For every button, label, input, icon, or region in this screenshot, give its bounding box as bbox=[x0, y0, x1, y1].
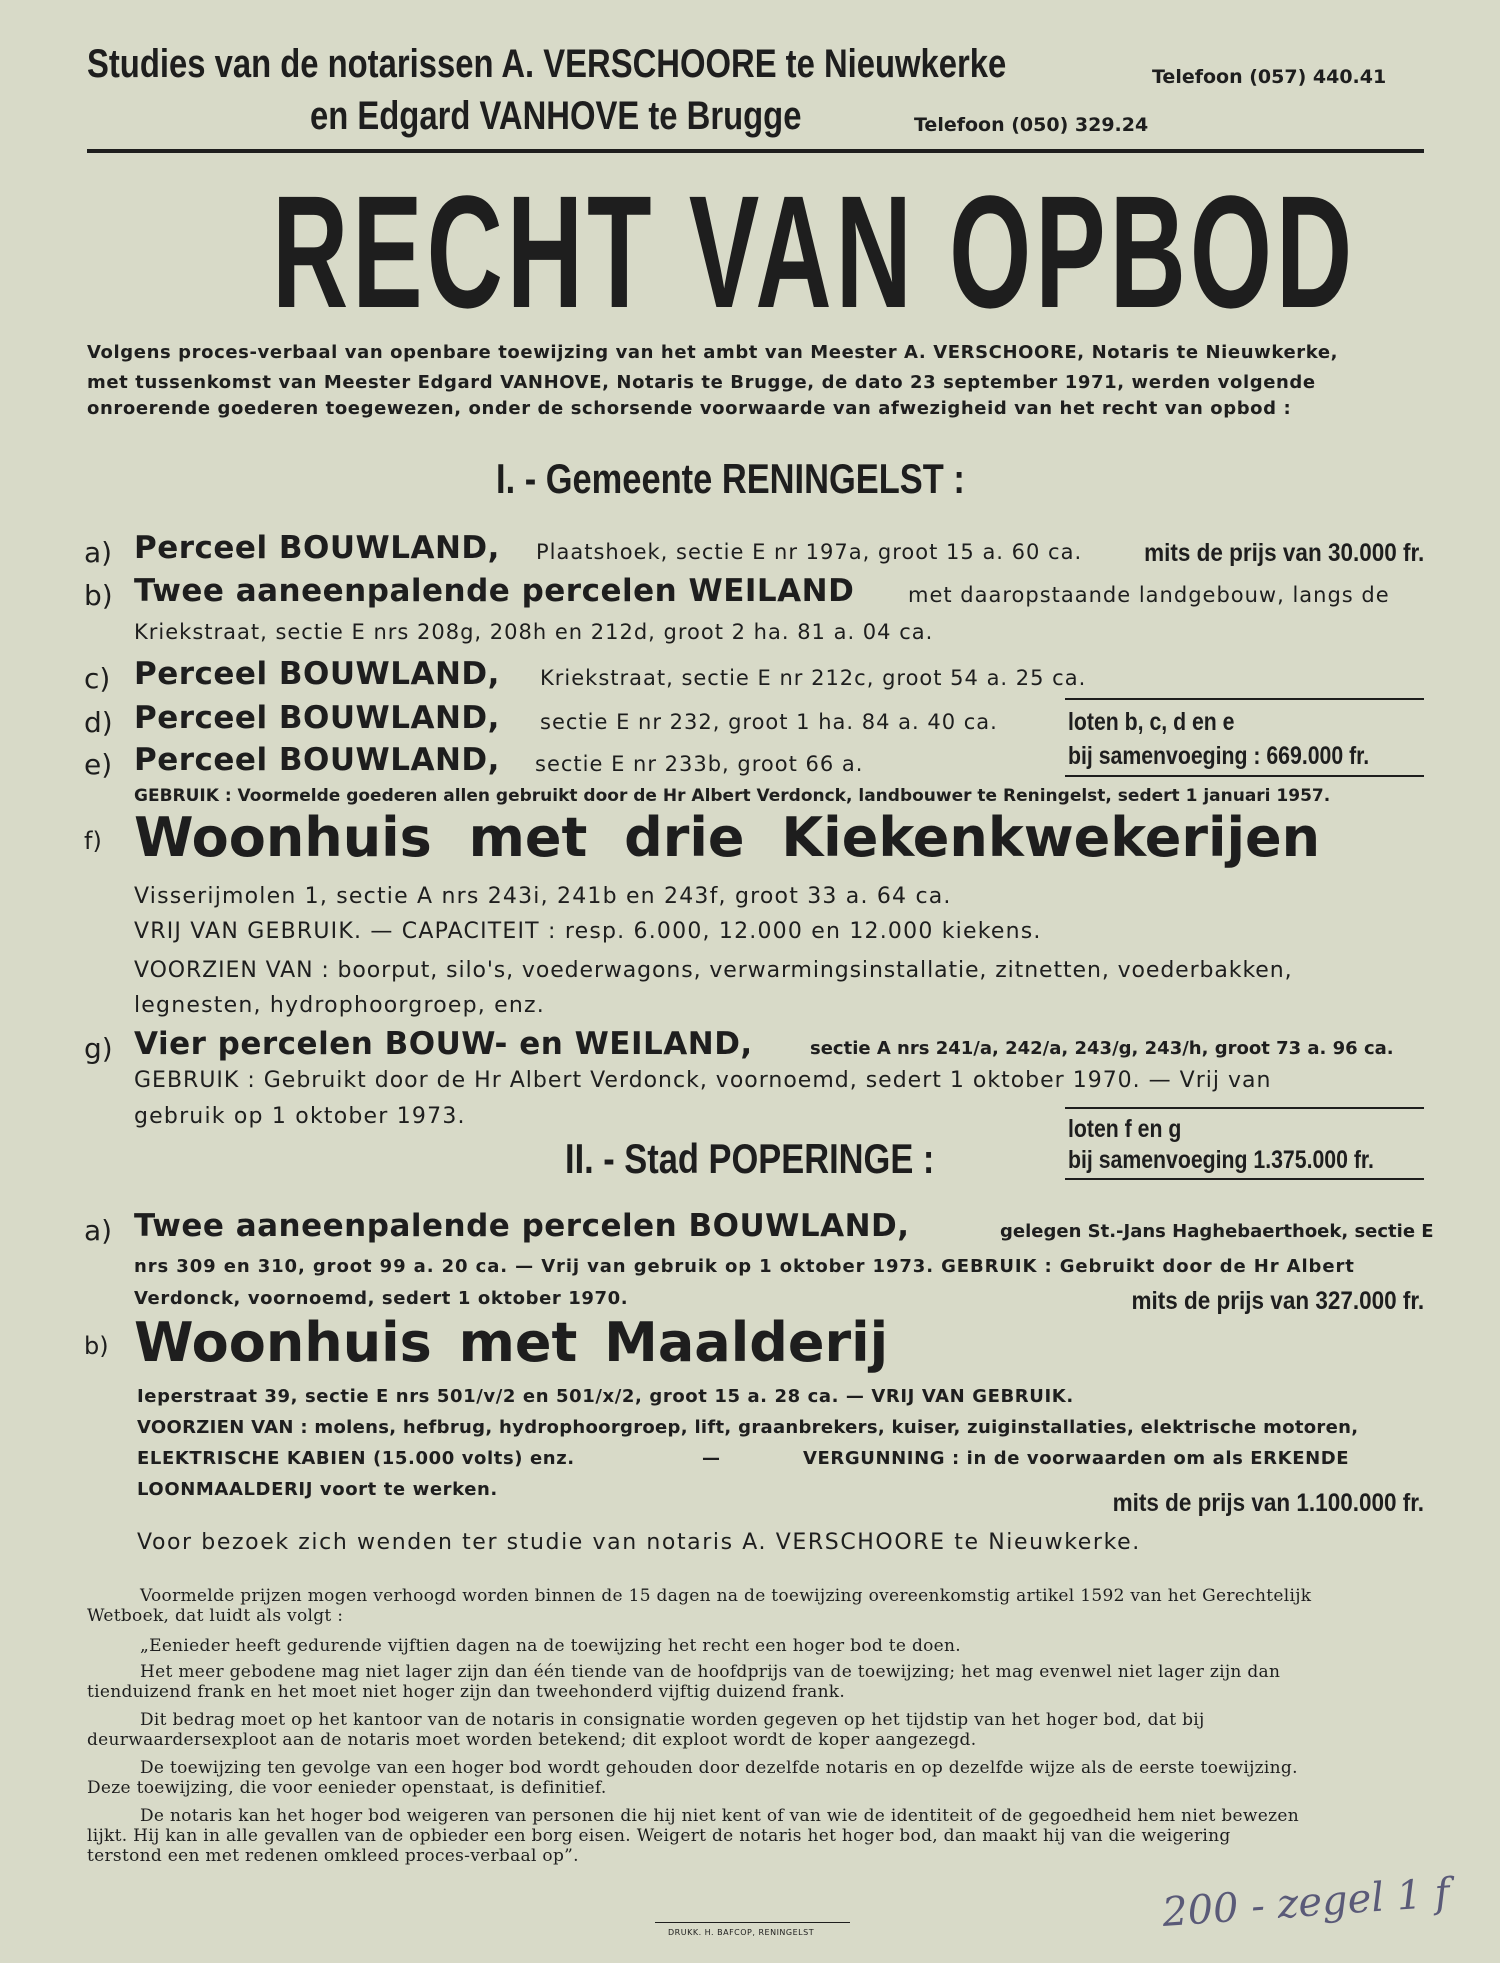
item-label-d: d) bbox=[84, 706, 113, 739]
legal-line-11: lijkt. Hij kan in alle gevallen van de opbieder een borg eisen. Weigert de notaris het hoger bod, dan maakt hij van die weigering bbox=[87, 1826, 1231, 1846]
item-a-title: Perceel BOUWLAND, bbox=[134, 530, 500, 566]
legal-line-5: tienduizend frank en het moet niet hoger zijn dan tweehonderd vijftig duizend frank. bbox=[87, 1682, 846, 1702]
item-d-title: Perceel BOUWLAND, bbox=[134, 700, 500, 736]
item-label-g: g) bbox=[84, 1032, 113, 1065]
section-2-heading: II. - Stad POPERINGE : bbox=[565, 1135, 935, 1182]
item-label-a: a) bbox=[84, 536, 113, 569]
legal-line-7: deurwaardersexploot aan de notaris moet worden betekend; dit exploot wordt de koper aangezegd. bbox=[87, 1730, 977, 1750]
header-phone-2: Telefoon (050) 329.24 bbox=[914, 114, 1149, 136]
usage-note-1: GEBRUIK : Voormelde goederen allen gebruikt door de Hr Albert Verdonck, landbouwer te Reningelst, sedert 1 januari 1957. bbox=[134, 786, 1331, 806]
printer-rule bbox=[655, 1922, 850, 1923]
lots-bcde-label: loten b, c, d en e bbox=[1068, 708, 1235, 736]
item-label-b: b) bbox=[84, 579, 113, 612]
lots-fg-price: bij samenvoeging 1.375.000 fr. bbox=[1068, 1146, 1374, 1174]
item-g-line-3: gebruik op 1 oktober 1973. bbox=[134, 1104, 466, 1129]
item-a-detail: Plaatshoek, sectie E nr 197a, groot 15 a. 60 ca. bbox=[536, 540, 1083, 564]
section-1-heading: I. - Gemeente RENINGELST : bbox=[496, 455, 965, 502]
item-label-f: f) bbox=[84, 827, 102, 855]
lots-fg-label: loten f en g bbox=[1068, 1115, 1182, 1143]
item-e-title: Perceel BOUWLAND, bbox=[134, 742, 500, 778]
header-line-2: en Edgard VANHOVE te Brugge bbox=[310, 94, 802, 138]
item-f-line-2: VRIJ VAN GEBRUIK. — CAPACITEIT : resp. 6.000, 12.000 en 12.000 kiekens. bbox=[134, 919, 1042, 944]
item-e-detail: sectie E nr 233b, groot 66 a. bbox=[535, 752, 864, 776]
item-2b-line-3b: VERGUNNING : in de voorwaarden om als ERKENDE bbox=[803, 1448, 1350, 1469]
lots-bcde-rule-top bbox=[1065, 698, 1424, 700]
intro-line-1: Volgens proces-verbaal van openbare toewijzing van het ambt van Meester A. VERSCHOORE, Notaris te Nieuwkerke, bbox=[87, 342, 1339, 363]
lots-bcde-price: bij samenvoeging : 669.000 fr. bbox=[1068, 742, 1370, 770]
legal-line-4: Het meer gebodene mag niet lager zijn dan één tiende van de hoofdprijs van de toewijzing; het mag evenwel niet lager zijn dan bbox=[140, 1662, 1281, 1682]
item-label-e: e) bbox=[84, 748, 113, 781]
visit-note: Voor bezoek zich wenden ter studie van notaris A. VERSCHOORE te Nieuwkerke. bbox=[137, 1530, 1141, 1555]
intro-line-3: onroerende goederen toegewezen, onder de schorsende voorwaarde van afwezigheid van het recht van opbod : bbox=[87, 398, 1292, 419]
legal-line-9: Deze toewijzing, die voor eenieder openstaat, is definitief. bbox=[87, 1778, 607, 1798]
item-2b-line-1: Ieperstraat 39, sectie E nrs 501/v/2 en 501/x/2, groot 15 a. 28 ca. — VRIJ VAN GEBRUIK. bbox=[137, 1386, 1074, 1407]
item-2b-price: mits de prijs van 1.100.000 fr. bbox=[1112, 1489, 1424, 1517]
item-g-detail: sectie A nrs 241/a, 242/a, 243/g, 243/h, groot 73 a. 96 ca. bbox=[810, 1038, 1394, 1059]
item-c-title: Perceel BOUWLAND, bbox=[134, 656, 500, 692]
item-f-line-3: VOORZIEN VAN : boorput, silo's, voederwagons, verwarmingsinstallatie, zitnetten, voederbakken, bbox=[134, 958, 1293, 983]
legal-line-6: Dit bedrag moet op het kantoor van de notaris in consignatie worden gegeven op het tijdstip van het hoger bod, dat bij bbox=[140, 1710, 1205, 1730]
handwritten-note: 200 - zegel 1 f bbox=[1160, 1870, 1452, 1936]
page-title: RECHT VAN OPBOD bbox=[272, 162, 1357, 341]
legal-line-10: De notaris kan het hoger bod weigeren van personen die hij niet kent of van wie de identiteit of de gegoedheid hem niet bewezen bbox=[140, 1806, 1299, 1826]
item-a-price: mits de prijs van 30.000 fr. bbox=[1143, 539, 1424, 567]
intro-line-2: met tussenkomst van Meester Edgard VANHOVE, Notaris te Brugge, de dato 23 september 1971, werden volgende bbox=[87, 372, 1316, 393]
item-2b-line-3-dash: — bbox=[702, 1448, 721, 1469]
legal-line-12: terstond een met redenen omkleed proces-verbaal op”. bbox=[87, 1846, 579, 1866]
item-b-detail-2: Kriekstraat, sectie E nrs 208g, 208h en 212d, groot 2 ha. 81 a. 04 ca. bbox=[134, 620, 934, 644]
item-g-title: Vier percelen BOUW- en WEILAND, bbox=[134, 1026, 753, 1062]
header-line-1: Studies van de notarissen A. VERSCHOORE te Nieuwkerke bbox=[87, 42, 1007, 86]
item-2a-line-3: Verdonck, voornoemd, sedert 1 oktober 1970. bbox=[134, 1288, 629, 1309]
item-label-c: c) bbox=[84, 662, 111, 695]
item-b-title: Twee aaneenpalende percelen WEILAND bbox=[134, 573, 855, 609]
item-2b-line-2: VOORZIEN VAN : molens, hefbrug, hydrophoorgroep, lift, graanbrekers, kuiser, zuiginstallaties, elektrische motoren, bbox=[137, 1417, 1359, 1438]
item-g-line-2: GEBRUIK : Gebruikt door de Hr Albert Verdonck, voornoemd, sedert 1 oktober 1970. — Vrij van bbox=[134, 1068, 1272, 1093]
item-f-title: Woonhuis met drie Kiekenkwekerijen bbox=[134, 806, 1321, 869]
item-c-detail: Kriekstraat, sectie E nr 212c, groot 54 a. 25 ca. bbox=[540, 666, 1087, 690]
item-2a-title: Twee aaneenpalende percelen BOUWLAND, bbox=[134, 1208, 910, 1244]
item-2a-detail: gelegen St.-Jans Haghebaerthoek, sectie E bbox=[1000, 1221, 1434, 1242]
item-2b-line-4: LOONMAALDERIJ voort te werken. bbox=[137, 1479, 498, 1500]
item-label-2b: b) bbox=[84, 1332, 109, 1360]
legal-line-8: De toewijzing ten gevolge van een hoger bod wordt gehouden door dezelfde notaris en op dezelfde wijze als de eerste toewijzing. bbox=[140, 1758, 1298, 1778]
item-f-line-1: Visserijmolen 1, sectie A nrs 243i, 241b en 243f, groot 33 a. 64 ca. bbox=[134, 884, 952, 909]
header-phone-1: Telefoon (057) 440.41 bbox=[1152, 66, 1387, 88]
lots-bcde-rule-bottom bbox=[1065, 775, 1424, 777]
printer-imprint: DRUKK. H. BAFCOP, RENINGELST bbox=[668, 1928, 815, 1937]
lots-fg-rule-top bbox=[1065, 1107, 1424, 1109]
item-2a-line-2: nrs 309 en 310, groot 99 a. 20 ca. — Vrij van gebruik op 1 oktober 1973. GEBRUIK : Gebruikt door de Hr Albert bbox=[134, 1256, 1355, 1277]
item-b-detail: met daaropstaande landgebouw, langs de bbox=[908, 583, 1390, 607]
lots-fg-rule-bottom bbox=[1065, 1178, 1424, 1180]
legal-line-2: Wetboek, dat luidt als volgt : bbox=[87, 1606, 344, 1626]
legal-line-3: „Eenieder heeft gedurende vijftien dagen na de toewijzing het recht een hoger bod te doen. bbox=[140, 1636, 961, 1656]
header-divider bbox=[87, 149, 1424, 153]
legal-line-1: Voormelde prijzen mogen verhoogd worden binnen de 15 dagen na de toewijzing overeenkomstig artikel 1592 van het Gerechtelijk bbox=[140, 1586, 1312, 1606]
item-label-2a: a) bbox=[84, 1214, 113, 1247]
item-2b-title: Woonhuis met Maalderij bbox=[134, 1311, 889, 1374]
item-d-detail: sectie E nr 232, groot 1 ha. 84 a. 40 ca. bbox=[540, 710, 998, 734]
item-f-line-4: legnesten, hydrophoorgroep, enz. bbox=[134, 993, 545, 1018]
item-2a-price: mits de prijs van 327.000 fr. bbox=[1131, 1287, 1424, 1315]
item-2b-line-3a: ELEKTRISCHE KABIEN (15.000 volts) enz. bbox=[137, 1448, 575, 1469]
